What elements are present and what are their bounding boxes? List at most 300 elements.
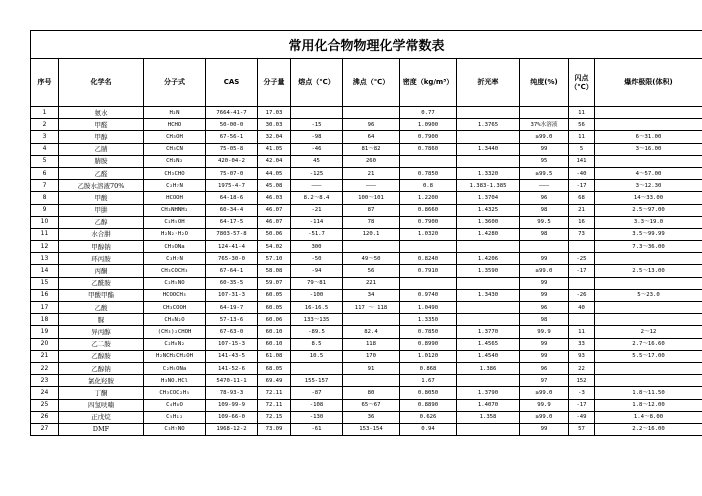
flash-cell: -3 bbox=[569, 387, 595, 399]
density-cell: 1.0490 bbox=[400, 302, 457, 314]
density-cell: 1.0320 bbox=[400, 228, 457, 240]
flash-cell bbox=[569, 241, 595, 253]
flash-cell: 11 bbox=[569, 131, 595, 143]
cas-cell: 57-13-6 bbox=[206, 314, 258, 326]
formula-cell: CH₃OH bbox=[144, 131, 206, 143]
explosion-cell: 2.5～13.00 bbox=[595, 265, 702, 277]
index-cell: 27 bbox=[31, 423, 59, 435]
mw-cell: 68.05 bbox=[258, 362, 291, 374]
density-cell: 0.7850 bbox=[400, 326, 457, 338]
density-cell: 1.0120 bbox=[400, 350, 457, 362]
mp-cell: 8.2～8.4 bbox=[291, 192, 343, 204]
index-cell: 5 bbox=[31, 155, 59, 167]
bp-cell: 260 bbox=[343, 155, 400, 167]
cas-cell: 124-41-4 bbox=[206, 241, 258, 253]
mw-cell: 44.05 bbox=[258, 167, 291, 179]
explosion-cell: 3～16.00 bbox=[595, 143, 702, 155]
formula-cell: CH₄N₂O bbox=[144, 314, 206, 326]
table-row bbox=[31, 350, 702, 362]
index-cell: 26 bbox=[31, 411, 59, 423]
purity-cell: 96 bbox=[520, 192, 569, 204]
explosion-cell: 5～23.0 bbox=[595, 289, 702, 301]
flash-cell: -25 bbox=[569, 253, 595, 265]
formula-cell: CH₃CN bbox=[144, 143, 206, 155]
mp-cell bbox=[291, 362, 343, 374]
explosion-cell: 5.5～17.00 bbox=[595, 350, 702, 362]
name-cell: DMF bbox=[59, 423, 144, 435]
index-cell: 2 bbox=[31, 119, 59, 131]
refractive-cell: 1.4540 bbox=[457, 350, 520, 362]
header-formula: 分子式 bbox=[144, 59, 206, 107]
cas-cell: 60-34-4 bbox=[206, 204, 258, 216]
cas-cell: 109-99-9 bbox=[206, 399, 258, 411]
table-row bbox=[31, 119, 702, 131]
mw-cell: 42.04 bbox=[258, 155, 291, 167]
purity-cell: 97 bbox=[520, 375, 569, 387]
index-cell: 4 bbox=[31, 143, 59, 155]
formula-cell: CH₃COC₂H₅ bbox=[144, 387, 206, 399]
density-cell: 0.8 bbox=[400, 180, 457, 192]
index-cell: 14 bbox=[31, 265, 59, 277]
header-purity: 纯度(%) bbox=[520, 59, 569, 107]
table-row bbox=[31, 375, 702, 387]
density-cell bbox=[400, 277, 457, 289]
formula-cell: CH₃CHO bbox=[144, 167, 206, 179]
mp-cell: -98 bbox=[291, 131, 343, 143]
table-row bbox=[31, 253, 702, 265]
formula-cell: C₂H₇N bbox=[144, 180, 206, 192]
mp-cell: -50 bbox=[291, 253, 343, 265]
mw-cell: 46.07 bbox=[258, 204, 291, 216]
density-cell: 0.8660 bbox=[400, 204, 457, 216]
index-cell: 21 bbox=[31, 350, 59, 362]
purity-cell: 99.9 bbox=[520, 326, 569, 338]
density-cell: 0.626 bbox=[400, 411, 457, 423]
cas-cell: 7803-57-8 bbox=[206, 228, 258, 240]
formula-cell: C₃H₇N bbox=[144, 253, 206, 265]
cas-cell: 420-04-2 bbox=[206, 155, 258, 167]
explosion-cell: 2.7～16.60 bbox=[595, 338, 702, 350]
formula-cell: CH₃COOH bbox=[144, 302, 206, 314]
cas-cell: 109-66-0 bbox=[206, 411, 258, 423]
cas-cell: 64-17-5 bbox=[206, 216, 258, 228]
index-cell: 11 bbox=[31, 228, 59, 240]
refractive-cell: 1.3765 bbox=[457, 119, 520, 131]
name-cell: 乙胺水溶液70% bbox=[59, 180, 144, 192]
mp-cell: ——— bbox=[291, 180, 343, 192]
bp-cell bbox=[343, 375, 400, 387]
refractive-cell: 1.4325 bbox=[457, 204, 520, 216]
mp-cell: -89.5 bbox=[291, 326, 343, 338]
density-cell: 1.0900 bbox=[400, 119, 457, 131]
refractive-cell: 1.3320 bbox=[457, 167, 520, 179]
bp-cell: 21 bbox=[343, 167, 400, 179]
mp-cell: -21 bbox=[291, 204, 343, 216]
refractive-cell bbox=[457, 241, 520, 253]
index-cell: 9 bbox=[31, 204, 59, 216]
density-cell: 0.868 bbox=[400, 362, 457, 374]
bp-cell: 120.1 bbox=[343, 228, 400, 240]
table-row bbox=[31, 387, 702, 399]
bp-cell: 100～101 bbox=[343, 192, 400, 204]
mw-cell: 58.08 bbox=[258, 265, 291, 277]
mw-cell: 32.04 bbox=[258, 131, 291, 143]
header-density: 密度（kg/m³） bbox=[400, 59, 457, 107]
purity-cell: 98 bbox=[520, 204, 569, 216]
table-row bbox=[31, 241, 702, 253]
flash-cell: 22 bbox=[569, 362, 595, 374]
refractive-cell: 1.358 bbox=[457, 411, 520, 423]
name-cell: 乙二胺 bbox=[59, 338, 144, 350]
explosion-cell bbox=[595, 119, 702, 131]
name-cell: 乙醛 bbox=[59, 167, 144, 179]
refractive-cell bbox=[457, 107, 520, 119]
mp-cell: 79～81 bbox=[291, 277, 343, 289]
cas-cell: 50-00-0 bbox=[206, 119, 258, 131]
flash-cell: -17 bbox=[569, 399, 595, 411]
purity-cell: 98 bbox=[520, 228, 569, 240]
table-row bbox=[31, 143, 702, 155]
refractive-cell bbox=[457, 423, 520, 435]
explosion-cell: 2.5～97.00 bbox=[595, 204, 702, 216]
index-cell: 16 bbox=[31, 289, 59, 301]
name-cell: 甲酸甲酯 bbox=[59, 289, 144, 301]
density-cell: 0.8890 bbox=[400, 399, 457, 411]
formula-cell: H₂NCH₂CH₂OH bbox=[144, 350, 206, 362]
formula-cell: (CH₃)₂CHOH bbox=[144, 326, 206, 338]
formula-cell: HCHO bbox=[144, 119, 206, 131]
table-row bbox=[31, 326, 702, 338]
purity-cell: ——— bbox=[520, 180, 569, 192]
flash-cell: 152 bbox=[569, 375, 595, 387]
mp-cell: -94 bbox=[291, 265, 343, 277]
cas-cell: 5470-11-1 bbox=[206, 375, 258, 387]
purity-cell: ≥99.0 bbox=[520, 387, 569, 399]
density-cell: 0.9740 bbox=[400, 289, 457, 301]
explosion-cell bbox=[595, 362, 702, 374]
name-cell: 甲肼 bbox=[59, 204, 144, 216]
header-index: 序号 bbox=[31, 59, 59, 107]
flash-cell: -40 bbox=[569, 167, 595, 179]
bp-cell: 91 bbox=[343, 362, 400, 374]
name-cell: 四氢呋喃 bbox=[59, 399, 144, 411]
formula-cell: CH₃NHNH₂ bbox=[144, 204, 206, 216]
mp-cell bbox=[291, 107, 343, 119]
formula-cell: H₃NO.HCl bbox=[144, 375, 206, 387]
flash-cell: 93 bbox=[569, 350, 595, 362]
density-cell: 0.7900 bbox=[400, 131, 457, 143]
index-cell: 24 bbox=[31, 387, 59, 399]
cas-cell: 67-63-0 bbox=[206, 326, 258, 338]
cas-cell: 60-35-5 bbox=[206, 277, 258, 289]
header-explosion: 爆炸极限(体积) bbox=[595, 59, 702, 107]
refractive-cell: 1.3704 bbox=[457, 192, 520, 204]
density-cell: 1.3350 bbox=[400, 314, 457, 326]
explosion-cell: 1.8～12.00 bbox=[595, 399, 702, 411]
bp-cell: 36 bbox=[343, 411, 400, 423]
mw-cell: 54.02 bbox=[258, 241, 291, 253]
cas-cell: 141-52-6 bbox=[206, 362, 258, 374]
index-cell: 20 bbox=[31, 338, 59, 350]
table-row bbox=[31, 180, 702, 192]
table-row bbox=[31, 216, 702, 228]
mw-cell: 60.05 bbox=[258, 302, 291, 314]
formula-cell: H₂N₂·H₂O bbox=[144, 228, 206, 240]
mp-cell: 10.5 bbox=[291, 350, 343, 362]
formula-cell: H₂N bbox=[144, 107, 206, 119]
cas-cell: 141-43-5 bbox=[206, 350, 258, 362]
refractive-cell: 1.383-1.385 bbox=[457, 180, 520, 192]
table-row bbox=[31, 362, 702, 374]
mw-cell: 46.03 bbox=[258, 192, 291, 204]
cas-cell: 1968-12-2 bbox=[206, 423, 258, 435]
explosion-cell bbox=[595, 253, 702, 265]
flash-cell: 141 bbox=[569, 155, 595, 167]
explosion-cell bbox=[595, 155, 702, 167]
explosion-cell: 3.5～99.99 bbox=[595, 228, 702, 240]
index-cell: 17 bbox=[31, 302, 59, 314]
mp-cell: -51.7 bbox=[291, 228, 343, 240]
mp-cell: 45 bbox=[291, 155, 343, 167]
index-cell: 13 bbox=[31, 253, 59, 265]
flash-cell: 11 bbox=[569, 107, 595, 119]
table-row bbox=[31, 107, 702, 119]
header-mp: 熔点（℃） bbox=[291, 59, 343, 107]
purity-cell: 99.5 bbox=[520, 216, 569, 228]
bp-cell: 153-154 bbox=[343, 423, 400, 435]
mp-cell: 16-16.5 bbox=[291, 302, 343, 314]
mw-cell: 46.07 bbox=[258, 216, 291, 228]
density-cell: 1.2200 bbox=[400, 192, 457, 204]
name-cell: 丁酮 bbox=[59, 387, 144, 399]
cas-cell: 67-56-1 bbox=[206, 131, 258, 143]
name-cell: 环丙胺 bbox=[59, 253, 144, 265]
refractive-cell: 1.3790 bbox=[457, 387, 520, 399]
bp-cell: 221 bbox=[343, 277, 400, 289]
mp-cell: -130 bbox=[291, 411, 343, 423]
density-cell: 0.8990 bbox=[400, 338, 457, 350]
name-cell: 水合肼 bbox=[59, 228, 144, 240]
bp-cell: 87 bbox=[343, 204, 400, 216]
refractive-cell bbox=[457, 131, 520, 143]
name-cell: 腈胺 bbox=[59, 155, 144, 167]
index-cell: 15 bbox=[31, 277, 59, 289]
purity-cell: 99 bbox=[520, 143, 569, 155]
mp-cell: -15 bbox=[291, 119, 343, 131]
explosion-cell: 3.3～19.0 bbox=[595, 216, 702, 228]
header-cas: CAS bbox=[206, 59, 258, 107]
index-cell: 25 bbox=[31, 399, 59, 411]
table-row bbox=[31, 277, 702, 289]
constants-table bbox=[30, 30, 702, 436]
table-title: 常用化合物物理化学常数表 bbox=[31, 31, 702, 59]
density-cell: 0.7910 bbox=[400, 265, 457, 277]
mw-cell: 60.10 bbox=[258, 338, 291, 350]
mw-cell: 45.08 bbox=[258, 180, 291, 192]
bp-cell bbox=[343, 107, 400, 119]
mw-cell: 61.08 bbox=[258, 350, 291, 362]
formula-cell: HCOOCH₃ bbox=[144, 289, 206, 301]
bp-cell: 78 bbox=[343, 216, 400, 228]
refractive-cell bbox=[457, 155, 520, 167]
table-row bbox=[31, 338, 702, 350]
name-cell: 乙醇 bbox=[59, 216, 144, 228]
purity-cell: 96 bbox=[520, 362, 569, 374]
table-row bbox=[31, 314, 702, 326]
flash-cell: 56 bbox=[569, 119, 595, 131]
name-cell: 氨水 bbox=[59, 107, 144, 119]
table-row bbox=[31, 204, 702, 216]
cas-cell: 64-18-6 bbox=[206, 192, 258, 204]
purity-cell: ≥99.5 bbox=[520, 167, 569, 179]
formula-cell: C₃H₇NO bbox=[144, 423, 206, 435]
bp-cell: 96 bbox=[343, 119, 400, 131]
formula-cell: C₂H₈N₂ bbox=[144, 338, 206, 350]
name-cell: 甲酸 bbox=[59, 192, 144, 204]
explosion-cell: 2～12 bbox=[595, 326, 702, 338]
explosion-cell: 1.4～8.00 bbox=[595, 411, 702, 423]
mw-cell: 50.06 bbox=[258, 228, 291, 240]
purity-cell: 99 bbox=[520, 350, 569, 362]
flash-cell: 68 bbox=[569, 192, 595, 204]
bp-cell bbox=[343, 314, 400, 326]
flash-cell: 40 bbox=[569, 302, 595, 314]
flash-cell: -49 bbox=[569, 411, 595, 423]
flash-cell: 21 bbox=[569, 204, 595, 216]
header-refractive: 折光率 bbox=[457, 59, 520, 107]
density-cell bbox=[400, 241, 457, 253]
cas-cell: 107-31-3 bbox=[206, 289, 258, 301]
bp-cell: 64 bbox=[343, 131, 400, 143]
index-cell: 18 bbox=[31, 314, 59, 326]
table-row bbox=[31, 228, 702, 240]
mw-cell: 17.03 bbox=[258, 107, 291, 119]
mp-cell: -108 bbox=[291, 399, 343, 411]
cas-cell: 7664-41-7 bbox=[206, 107, 258, 119]
purity-cell: 99 bbox=[520, 289, 569, 301]
density-cell: 0.94 bbox=[400, 423, 457, 435]
bp-cell: 34 bbox=[343, 289, 400, 301]
cas-cell: 75-07-0 bbox=[206, 167, 258, 179]
index-cell: 6 bbox=[31, 167, 59, 179]
name-cell: 甲醇钠 bbox=[59, 241, 144, 253]
cas-cell: 75-05-8 bbox=[206, 143, 258, 155]
table-row bbox=[31, 265, 702, 277]
bp-cell bbox=[343, 241, 400, 253]
explosion-cell bbox=[595, 107, 702, 119]
name-cell: 乙醇胺 bbox=[59, 350, 144, 362]
mp-cell: -125 bbox=[291, 167, 343, 179]
bp-cell: 118 bbox=[343, 338, 400, 350]
index-cell: 10 bbox=[31, 216, 59, 228]
mw-cell: 73.09 bbox=[258, 423, 291, 435]
flash-cell: 57 bbox=[569, 423, 595, 435]
refractive-cell bbox=[457, 302, 520, 314]
header-name: 化学名 bbox=[59, 59, 144, 107]
mp-cell: 8.5 bbox=[291, 338, 343, 350]
refractive-cell: 1.3440 bbox=[457, 143, 520, 155]
mp-cell: 133～135 bbox=[291, 314, 343, 326]
refractive-cell: 1.4280 bbox=[457, 228, 520, 240]
flash-cell: 73 bbox=[569, 228, 595, 240]
index-cell: 7 bbox=[31, 180, 59, 192]
explosion-cell: 6～31.00 bbox=[595, 131, 702, 143]
flash-cell bbox=[569, 277, 595, 289]
index-cell: 22 bbox=[31, 362, 59, 374]
bp-cell: 49～50 bbox=[343, 253, 400, 265]
purity-cell: 98 bbox=[520, 314, 569, 326]
purity-cell: ≥99.0 bbox=[520, 131, 569, 143]
density-cell: 1.67 bbox=[400, 375, 457, 387]
index-cell: 8 bbox=[31, 192, 59, 204]
mp-cell: -61 bbox=[291, 423, 343, 435]
refractive-cell bbox=[457, 314, 520, 326]
explosion-cell bbox=[595, 302, 702, 314]
flash-cell: -26 bbox=[569, 289, 595, 301]
mp-cell: -114 bbox=[291, 216, 343, 228]
purity-cell: 96 bbox=[520, 302, 569, 314]
table-row bbox=[31, 399, 702, 411]
bp-cell: 80 bbox=[343, 387, 400, 399]
formula-cell: C₄H₈O bbox=[144, 399, 206, 411]
flash-cell: 11 bbox=[569, 326, 595, 338]
header-mw: 分子量 bbox=[258, 59, 291, 107]
name-cell: 氯化羟胺 bbox=[59, 375, 144, 387]
name-cell: 乙酰胺 bbox=[59, 277, 144, 289]
explosion-cell: 2.2～16.00 bbox=[595, 423, 702, 435]
explosion-cell: 4～57.00 bbox=[595, 167, 702, 179]
flash-cell: -17 bbox=[569, 180, 595, 192]
density-cell: 0.7860 bbox=[400, 143, 457, 155]
bp-cell: 170 bbox=[343, 350, 400, 362]
header-flash: 闪点（℃） bbox=[569, 59, 595, 107]
refractive-cell: 1.3770 bbox=[457, 326, 520, 338]
mw-cell: 30.03 bbox=[258, 119, 291, 131]
purity-cell: 95 bbox=[520, 155, 569, 167]
density-cell: 0.8240 bbox=[400, 253, 457, 265]
cas-cell: 765-30-0 bbox=[206, 253, 258, 265]
explosion-cell: 1.8～11.50 bbox=[595, 387, 702, 399]
name-cell: 乙醇钠 bbox=[59, 362, 144, 374]
formula-cell: HCOOH bbox=[144, 192, 206, 204]
table-row bbox=[31, 155, 702, 167]
explosion-cell: 3～12.30 bbox=[595, 180, 702, 192]
name-cell: 丙酮 bbox=[59, 265, 144, 277]
bp-cell: 56 bbox=[343, 265, 400, 277]
density-cell: 0.7850 bbox=[400, 167, 457, 179]
bp-cell: 82.4 bbox=[343, 326, 400, 338]
cas-cell: 107-15-3 bbox=[206, 338, 258, 350]
refractive-cell bbox=[457, 277, 520, 289]
refractive-cell: 1.3590 bbox=[457, 265, 520, 277]
name-cell: 正戊烷 bbox=[59, 411, 144, 423]
table-row bbox=[31, 423, 702, 435]
purity-cell bbox=[520, 107, 569, 119]
mw-cell: 69.49 bbox=[258, 375, 291, 387]
formula-cell: C₂H₅NO bbox=[144, 277, 206, 289]
cas-cell: 78-93-3 bbox=[206, 387, 258, 399]
cas-cell: 1975-4-7 bbox=[206, 180, 258, 192]
index-cell: 3 bbox=[31, 131, 59, 143]
cas-cell: 67-64-1 bbox=[206, 265, 258, 277]
cas-cell: 64-19-7 bbox=[206, 302, 258, 314]
refractive-cell: 1.386 bbox=[457, 362, 520, 374]
table-row bbox=[31, 167, 702, 179]
refractive-cell: 1.3430 bbox=[457, 289, 520, 301]
refractive-cell: 1.3600 bbox=[457, 216, 520, 228]
refractive-cell: 1.4070 bbox=[457, 399, 520, 411]
index-cell: 12 bbox=[31, 241, 59, 253]
